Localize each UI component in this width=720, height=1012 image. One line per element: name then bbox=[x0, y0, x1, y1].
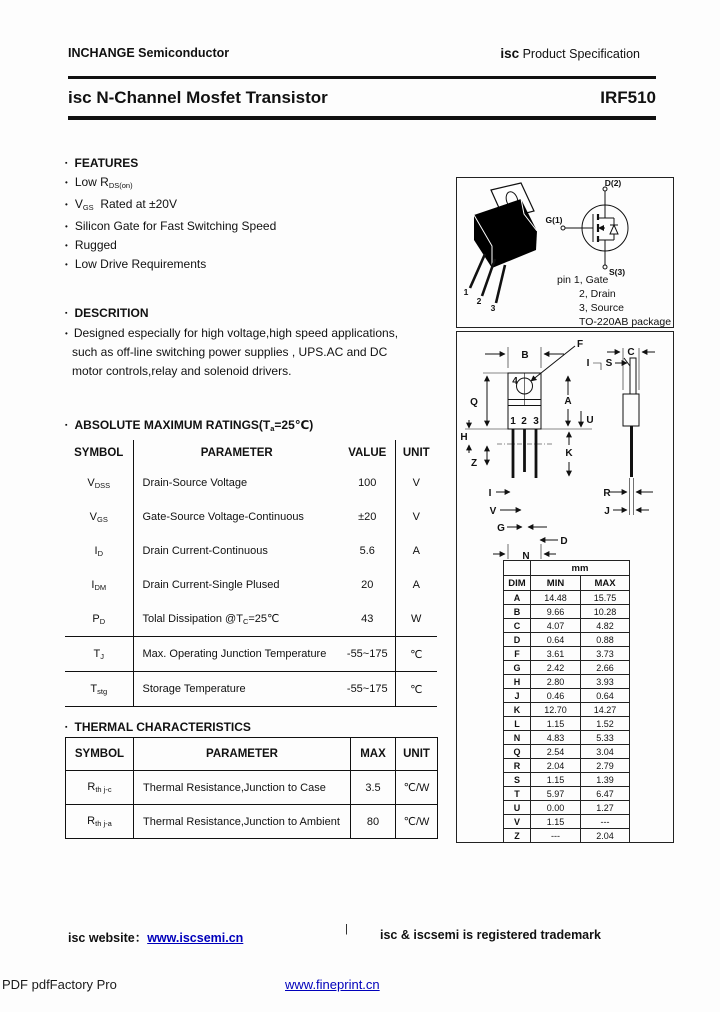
column-header: SYMBOL bbox=[66, 738, 134, 771]
dimension-letter: Q bbox=[470, 397, 478, 408]
package-box bbox=[456, 177, 674, 328]
dim-cell: 0.64 bbox=[531, 633, 581, 647]
dim-cell: 15.75 bbox=[581, 591, 630, 605]
dim-header-row bbox=[504, 576, 630, 591]
dim-row bbox=[504, 773, 630, 787]
table-cell: $V_{GS}$ bbox=[89, 510, 108, 524]
column-header: PARAMETER bbox=[134, 738, 351, 771]
dim-row bbox=[504, 591, 630, 605]
table-cell: Gate-Source Voltage-Continuous bbox=[133, 500, 340, 534]
table-cell: Tolal Dissipation $@T_C=25℃$ bbox=[133, 602, 340, 637]
dim-cell: 14.48 bbox=[531, 591, 581, 605]
column-header: MAX bbox=[581, 576, 630, 591]
part-number: IRF510 bbox=[600, 88, 656, 107]
table-cell: V bbox=[395, 500, 437, 534]
dim-cell: U bbox=[504, 801, 531, 815]
dim-row bbox=[504, 731, 630, 745]
dim-cell: 14.27 bbox=[581, 703, 630, 717]
lead-label-1: 1 bbox=[463, 287, 469, 297]
dim-cell: --- bbox=[581, 815, 630, 829]
dim-cell: 1.15 bbox=[531, 815, 581, 829]
description-heading: ▪ DESCRITION bbox=[65, 306, 149, 320]
dim-cell: 1.27 bbox=[581, 801, 630, 815]
pin-line: 3, Source bbox=[579, 302, 624, 314]
dim-cell: S bbox=[504, 773, 531, 787]
mosfet-symbol-icon bbox=[546, 178, 629, 277]
dim-cell: 9.66 bbox=[531, 605, 581, 619]
fineprint-link[interactable]: www.fineprint.cn bbox=[285, 977, 380, 992]
thermal-header-row bbox=[66, 738, 438, 771]
dim-cell: 6.47 bbox=[581, 787, 630, 801]
dim-cell: 2.54 bbox=[531, 745, 581, 759]
dim-cell: 1.15 bbox=[531, 717, 581, 731]
lead-label-2: 2 bbox=[476, 296, 482, 306]
footer-separator: | bbox=[345, 923, 348, 935]
dimension-letter: H bbox=[460, 432, 468, 443]
dim-cell: 0.88 bbox=[581, 633, 630, 647]
table-cell: Drain Current-Single Plused bbox=[133, 568, 340, 602]
dim-row bbox=[504, 717, 630, 731]
features-list bbox=[65, 173, 276, 274]
dim-cell: 2.79 bbox=[581, 759, 630, 773]
table-cell: Thermal Resistance,Junction to Ambient bbox=[134, 805, 351, 839]
table-cell: Max. Operating Junction Temperature bbox=[133, 637, 340, 672]
dim-cell: 3.61 bbox=[531, 647, 581, 661]
page-title: isc N-Channel Mosfet Transistor bbox=[68, 88, 328, 107]
dim-row bbox=[504, 829, 630, 843]
drain-label: D(2) bbox=[604, 178, 622, 188]
table-cell: W bbox=[395, 602, 437, 637]
gate-label: G(1) bbox=[545, 215, 563, 225]
product-spec-label bbox=[500, 46, 640, 61]
table-row bbox=[65, 534, 437, 568]
dim-cell: N bbox=[504, 731, 531, 745]
dim-cell: L bbox=[504, 717, 531, 731]
dim-row bbox=[504, 619, 630, 633]
table-cell: 100 bbox=[358, 477, 377, 489]
trademark-text: isc & iscsemi is registered trademark bbox=[380, 928, 601, 942]
dimension-letter: D bbox=[560, 536, 568, 547]
feature-item: • Low Drive Requirements bbox=[65, 255, 276, 274]
dim-cell: 2.80 bbox=[531, 675, 581, 689]
source-label: S(3) bbox=[608, 267, 626, 277]
dim-cell: 0.00 bbox=[531, 801, 581, 815]
table-cell: Storage Temperature bbox=[133, 672, 340, 707]
dim-cell: V bbox=[504, 815, 531, 829]
dimension-table bbox=[503, 560, 630, 843]
column-header: SYMBOL bbox=[74, 447, 124, 459]
company-name: INCHANGE Semiconductor bbox=[68, 46, 230, 60]
dim-row bbox=[504, 801, 630, 815]
dim-cell: 3.93 bbox=[581, 675, 630, 689]
dim-cell: J bbox=[504, 689, 531, 703]
table-row bbox=[65, 500, 437, 534]
pin-line: pin 1, Gate bbox=[557, 274, 609, 286]
dim-cell: G bbox=[504, 661, 531, 675]
table-row bbox=[66, 805, 438, 839]
dim-cell: 1.15 bbox=[531, 773, 581, 787]
dim-cell: 1.52 bbox=[581, 717, 630, 731]
pin-line: 2, Drain bbox=[579, 288, 616, 300]
dim-cell: 0.46 bbox=[531, 689, 581, 703]
pdf-factory-note: PDF pdfFactory Pro bbox=[2, 977, 117, 992]
dimension-letter: 2 bbox=[521, 416, 527, 427]
side-view bbox=[593, 348, 655, 515]
dim-cell: R bbox=[504, 759, 531, 773]
table-cell: ±20 bbox=[358, 511, 377, 523]
header-rule-top bbox=[68, 76, 656, 79]
table-row bbox=[65, 637, 437, 672]
dim-row bbox=[504, 689, 630, 703]
table-cell: A bbox=[395, 534, 437, 568]
dim-unit-header: mm bbox=[531, 561, 630, 576]
column-header: UNIT bbox=[395, 440, 437, 466]
table-row bbox=[66, 771, 438, 805]
dimension-letter: J bbox=[604, 506, 610, 517]
dim-cell: H bbox=[504, 675, 531, 689]
dimension-letter: C bbox=[627, 347, 635, 358]
dimension-letter: Z bbox=[470, 458, 478, 469]
table-cell: Drain Current-Continuous bbox=[133, 534, 340, 568]
feature-item: • Silicon Gate for Fast Switching Speed bbox=[65, 217, 276, 236]
table-cell: 80 bbox=[351, 805, 396, 839]
dimension-box bbox=[456, 331, 674, 843]
dimension-letter: I bbox=[488, 488, 492, 499]
dim-cell: 3.73 bbox=[581, 647, 630, 661]
lead-label-3: 3 bbox=[490, 303, 496, 313]
dim-cell: Q bbox=[504, 745, 531, 759]
dim-cell: 2.04 bbox=[531, 759, 581, 773]
dimension-letter: 4 bbox=[512, 376, 518, 387]
dim-cell: 5.33 bbox=[581, 731, 630, 745]
dimension-letter: G bbox=[497, 523, 505, 534]
feature-item: • Rugged bbox=[65, 236, 276, 255]
dim-row bbox=[504, 815, 630, 829]
dimension-drawing bbox=[457, 332, 673, 564]
to220-package-icon bbox=[464, 183, 537, 313]
feature-item: • Low $R_{DS(on)}$ bbox=[65, 173, 276, 195]
thermal-heading: ▪ THERMAL CHARACTERISTICS bbox=[65, 720, 251, 734]
dim-row bbox=[504, 745, 630, 759]
dim-cell: 12.70 bbox=[531, 703, 581, 717]
dim-cell: 2.42 bbox=[531, 661, 581, 675]
dim-corner-cell bbox=[504, 561, 531, 576]
description-text bbox=[65, 324, 398, 381]
column-header: MAX bbox=[351, 738, 396, 771]
dim-cell: Z bbox=[504, 829, 531, 843]
dim-cell: 4.83 bbox=[531, 731, 581, 745]
dim-cell: C bbox=[504, 619, 531, 633]
table-row bbox=[65, 466, 437, 500]
table-cell: $T_{stg}$ bbox=[65, 672, 133, 707]
table-cell: V bbox=[395, 466, 437, 500]
dim-cell: 3.04 bbox=[581, 745, 630, 759]
abs-max-header-row bbox=[65, 440, 437, 466]
website-line bbox=[68, 928, 243, 946]
dimension-letter: B bbox=[521, 350, 529, 361]
table-row bbox=[65, 602, 437, 637]
dim-row bbox=[504, 661, 630, 675]
dim-cell: F bbox=[504, 647, 531, 661]
abs-max-heading: ▪ ABSOLUTE MAXIMUM $RATINGS(T_a=25℃)$ bbox=[65, 418, 313, 433]
description-line: such as off-line switching power supplies , UPS.AC and DC bbox=[72, 345, 388, 359]
dim-cell: 5.97 bbox=[531, 787, 581, 801]
description-line: • Designed especially for high voltage,high speed applications, bbox=[65, 324, 398, 343]
dimension-letter: F bbox=[576, 339, 584, 350]
pin-description bbox=[557, 273, 671, 329]
dim-cell: D bbox=[504, 633, 531, 647]
table-row bbox=[65, 672, 437, 707]
pin-line: TO-220AB package bbox=[579, 316, 672, 328]
dim-row bbox=[504, 605, 630, 619]
dimension-letter: S bbox=[605, 358, 613, 369]
table-cell: Thermal Resistance,Junction to Case bbox=[134, 771, 351, 805]
table-cell: ℃/W bbox=[396, 805, 438, 839]
dim-cell: T bbox=[504, 787, 531, 801]
table-cell: $I_{DM}$ bbox=[91, 578, 107, 592]
table-cell: $I_D$ bbox=[94, 544, 103, 558]
dim-row bbox=[504, 787, 630, 801]
dim-cell: 1.39 bbox=[581, 773, 630, 787]
column-header: UNIT bbox=[396, 738, 438, 771]
dim-cell: 4.07 bbox=[531, 619, 581, 633]
column-header: VALUE bbox=[348, 447, 387, 459]
dimension-letter: 3 bbox=[533, 416, 539, 427]
table-cell: ℃ bbox=[395, 637, 437, 672]
dim-row bbox=[504, 633, 630, 647]
table-cell: 20 bbox=[361, 579, 374, 591]
dim-row bbox=[504, 675, 630, 689]
dim-row bbox=[504, 647, 630, 661]
iscsemi-link[interactable]: www.iscsemi.cn bbox=[147, 931, 244, 945]
description-line: motor controls,relay and solenoid drivers. bbox=[72, 364, 292, 378]
dim-cell: A bbox=[504, 591, 531, 605]
table-cell: Drain-Source Voltage bbox=[133, 466, 340, 500]
dimension-letter: U bbox=[586, 415, 594, 426]
dim-row bbox=[504, 703, 630, 717]
table-cell: -55~175 bbox=[340, 637, 395, 672]
dim-cell: B bbox=[504, 605, 531, 619]
table-cell: 5.6 bbox=[359, 545, 375, 557]
table-cell: $R_{th j-c}$ bbox=[66, 771, 134, 805]
website-label: isc website： bbox=[68, 931, 148, 945]
spec-text: Product Specification bbox=[519, 47, 640, 61]
abs-max-table bbox=[65, 440, 437, 707]
feature-item: • $V_{GS}$ Rated at ±20V bbox=[65, 195, 276, 217]
dimension-letter: I bbox=[586, 358, 590, 369]
thermal-table bbox=[65, 737, 438, 839]
table-cell: ℃ bbox=[395, 672, 437, 707]
table-cell: A bbox=[395, 568, 437, 602]
front-view bbox=[465, 346, 592, 559]
dim-cell: 2.66 bbox=[581, 661, 630, 675]
table-cell: -55~175 bbox=[340, 672, 395, 707]
table-row bbox=[65, 568, 437, 602]
dim-cell: K bbox=[504, 703, 531, 717]
column-header: MIN bbox=[531, 576, 581, 591]
dimension-letter: 1 bbox=[510, 416, 516, 427]
column-header: PARAMETER bbox=[133, 440, 340, 466]
dimension-letter: A bbox=[564, 396, 572, 407]
dimension-letter: V bbox=[489, 506, 497, 517]
dimension-letter: K bbox=[565, 448, 573, 459]
table-cell: 3.5 bbox=[351, 771, 396, 805]
brand-isc: isc bbox=[500, 46, 520, 61]
table-cell: ℃/W bbox=[396, 771, 438, 805]
header-rule-bottom bbox=[68, 116, 656, 120]
dim-cell: 0.64 bbox=[581, 689, 630, 703]
features-heading: ▪ FEATURES bbox=[65, 156, 138, 170]
dim-row bbox=[504, 759, 630, 773]
table-cell: 43 bbox=[361, 613, 374, 625]
table-cell: $R_{th j-a}$ bbox=[66, 805, 134, 839]
dim-cell: 4.82 bbox=[581, 619, 630, 633]
dim-cell: 10.28 bbox=[581, 605, 630, 619]
dim-cell: --- bbox=[531, 829, 581, 843]
column-header: DIM bbox=[504, 576, 531, 591]
dimension-letter: R bbox=[603, 488, 611, 499]
table-cell: $P_D$ bbox=[92, 612, 106, 626]
table-cell: $V_{DSS}$ bbox=[87, 476, 111, 490]
dim-cell: 2.04 bbox=[581, 829, 630, 843]
dimension-letter: N bbox=[522, 551, 530, 562]
table-cell: $T_J$ bbox=[65, 637, 133, 672]
